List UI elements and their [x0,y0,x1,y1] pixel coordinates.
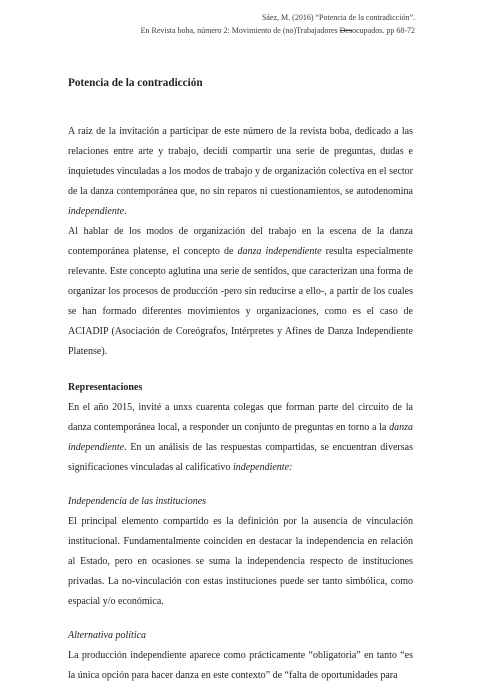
citation-header [60,12,415,36]
representaciones-text-middle: . En un análisis de las respuestas compartidas, se encuentran diversas significaciones vinculadas al calificativo [68,442,413,473]
concept-text-before: Al hablar de los modos de organización del trabajo en la escena de la danza contemporánea platense, el concepto de [68,226,413,257]
representaciones-text-before: En el año 2015, invité a unxs cuarenta colegas que forman parte del circuito de la danza contemporánea local, a responder un conjunto de preguntas en torno a la [68,402,413,433]
representaciones-emphasis-2: independiente: [232,462,293,473]
alternativa-paragraph: La producción independiente aparece como prácticamente “obligatoria” en tanto “es la única opción para hacer danza en este contexto” de “falta de oportunidades para [68,650,413,681]
intro-text: A raíz de la invitación a participar de este número de la revista boba, dedicado a las relaciones entre arte y trabajo, decidí compartir una serie de preguntas, dudas e inquietudes vinculadas a los modos de trabajo y de organización colectiva en el sector de la danza contemporánea que, no sin reparos ni cuestionamientos, se autodenomina [68,126,413,197]
source-suffix: ocupados. pp 68-72 [352,26,415,35]
document-title: Potencia de la contradicción [68,77,203,89]
section-heading-alternativa: Alternativa política [68,630,147,641]
document-body [68,122,413,686]
citation-line: Sáez, M. (2016) “Potencia de la contradicción”. [261,13,415,22]
concept-paragraph [68,222,413,362]
source-struck-text: Des [339,26,353,35]
source-prefix: En Revista boba, número 2: Movimiento de (no)Trabajadores [140,26,340,35]
intro-paragraph [68,122,413,222]
concept-emphasis: danza independiente [237,246,322,257]
intro-end: . [124,206,127,217]
representaciones-paragraph [68,398,413,478]
independencia-paragraph: El principal elemento compartido es la definición por la ausencia de vinculación institucional. Fundamentalmente coinciden en destacar la independencia en relación al Estado, pero en ocasiones se suma la independencia respecto de instituciones privadas. La no-vinculación con estas instituciones puede ser tanto simbólica, como espacial y/o económica. [68,516,413,607]
concept-text-after: resulta especialmente relevante. Este concepto aglutina una serie de sentidos, que caracterizan una forma de organizar los procesos de producción -pero sin reducirse a ello-, a partir de los cuales se han formado diferentes movimientos y organizaciones, como es el caso de ACIADIP (Asociación de Coreógrafos, Intérpretes y Afines de Danza Independiente Platense). [68,246,413,357]
intro-emphasis: independiente [68,206,125,217]
section-heading-representaciones: Representaciones [68,382,143,393]
section-heading-independencia: Independencia de las instituciones [68,496,207,507]
source-line [60,25,415,36]
representaciones-emphasis-1: danza independiente [68,422,413,453]
